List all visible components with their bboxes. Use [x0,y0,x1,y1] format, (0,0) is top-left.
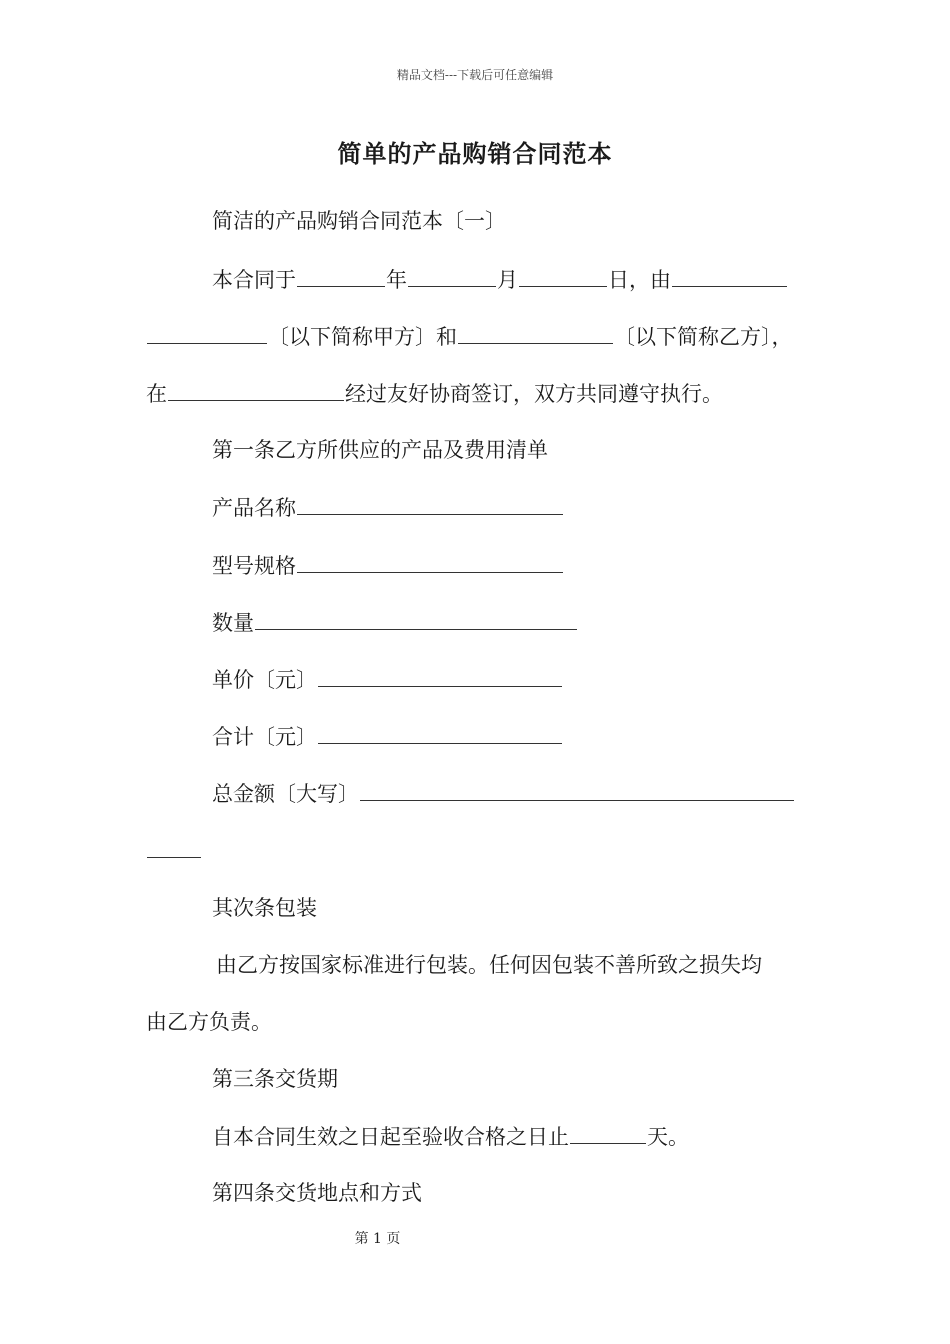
blank-subtotal[interactable] [318,721,562,744]
blank-party-b[interactable] [458,321,613,344]
article-2-body-2: 由乙方负责。 [146,1010,272,1034]
at-label: 在 [146,382,167,406]
article-2-heading: 其次条包装 [212,896,317,920]
field-label: 总金额〔大写〕 [212,782,359,806]
article-3-body [212,1121,689,1152]
signed-text: 经过友好协商签订，双方共同遵守执行。 [345,382,723,406]
intro-line-1 [212,264,788,295]
intro-text: 本合同于 [212,268,296,292]
field-label: 单价〔元〕 [212,668,317,692]
blank-quantity[interactable] [255,607,577,630]
blank-product-name[interactable] [297,492,563,515]
blank-days[interactable] [570,1121,646,1144]
days-label: 天。 [647,1125,689,1149]
blank-total-amount-cont[interactable] [147,835,201,858]
field-label: 合计〔元〕 [212,725,317,749]
field-label: 产品名称 [212,496,296,520]
field-subtotal [212,721,563,752]
blank-day[interactable] [519,264,607,287]
blank-party-a-start[interactable] [672,264,787,287]
document-title: 简单的产品购销合同范本 [337,139,613,168]
month-label: 月 [497,268,518,292]
party-b-label: 〔以下简称乙方〕， [614,325,793,349]
day-label: 日，由 [608,268,671,292]
field-unit-price [212,664,563,695]
blank-location[interactable] [168,378,344,401]
total-amount-continuation [146,835,202,866]
intro-line-3 [146,378,723,409]
document-header: 精品文档---下载后可任意编辑 [396,68,554,82]
field-label: 型号规格 [212,554,296,578]
field-quantity [212,607,578,638]
party-a-label: 〔以下简称甲方〕和 [268,325,457,349]
blank-unit-price[interactable] [318,664,562,687]
field-total-amount [212,778,795,809]
blank-party-a[interactable] [147,321,267,344]
article-1-heading: 第一条乙方所供应的产品及费用清单 [212,438,548,462]
intro-line-2 [146,321,793,352]
year-label: 年 [386,268,407,292]
field-product-name [212,492,564,523]
blank-total-amount[interactable] [360,778,794,801]
contract-subtitle: 简洁的产品购销合同范本〔一〕 [212,209,506,233]
article-4-heading: 第四条交货地点和方式 [212,1181,422,1205]
page-number: 第 1 页 [354,1231,401,1247]
field-model-spec [212,550,564,581]
blank-month[interactable] [408,264,496,287]
blank-year[interactable] [297,264,385,287]
article-3-text: 自本合同生效之日起至验收合格之日止 [212,1125,569,1149]
blank-model-spec[interactable] [297,550,563,573]
article-2-body-1: 由乙方按国家标准进行包装。任何因包装不善所致之损失均 [216,953,762,977]
field-label: 数量 [212,611,254,635]
article-3-heading: 第三条交货期 [212,1067,338,1091]
